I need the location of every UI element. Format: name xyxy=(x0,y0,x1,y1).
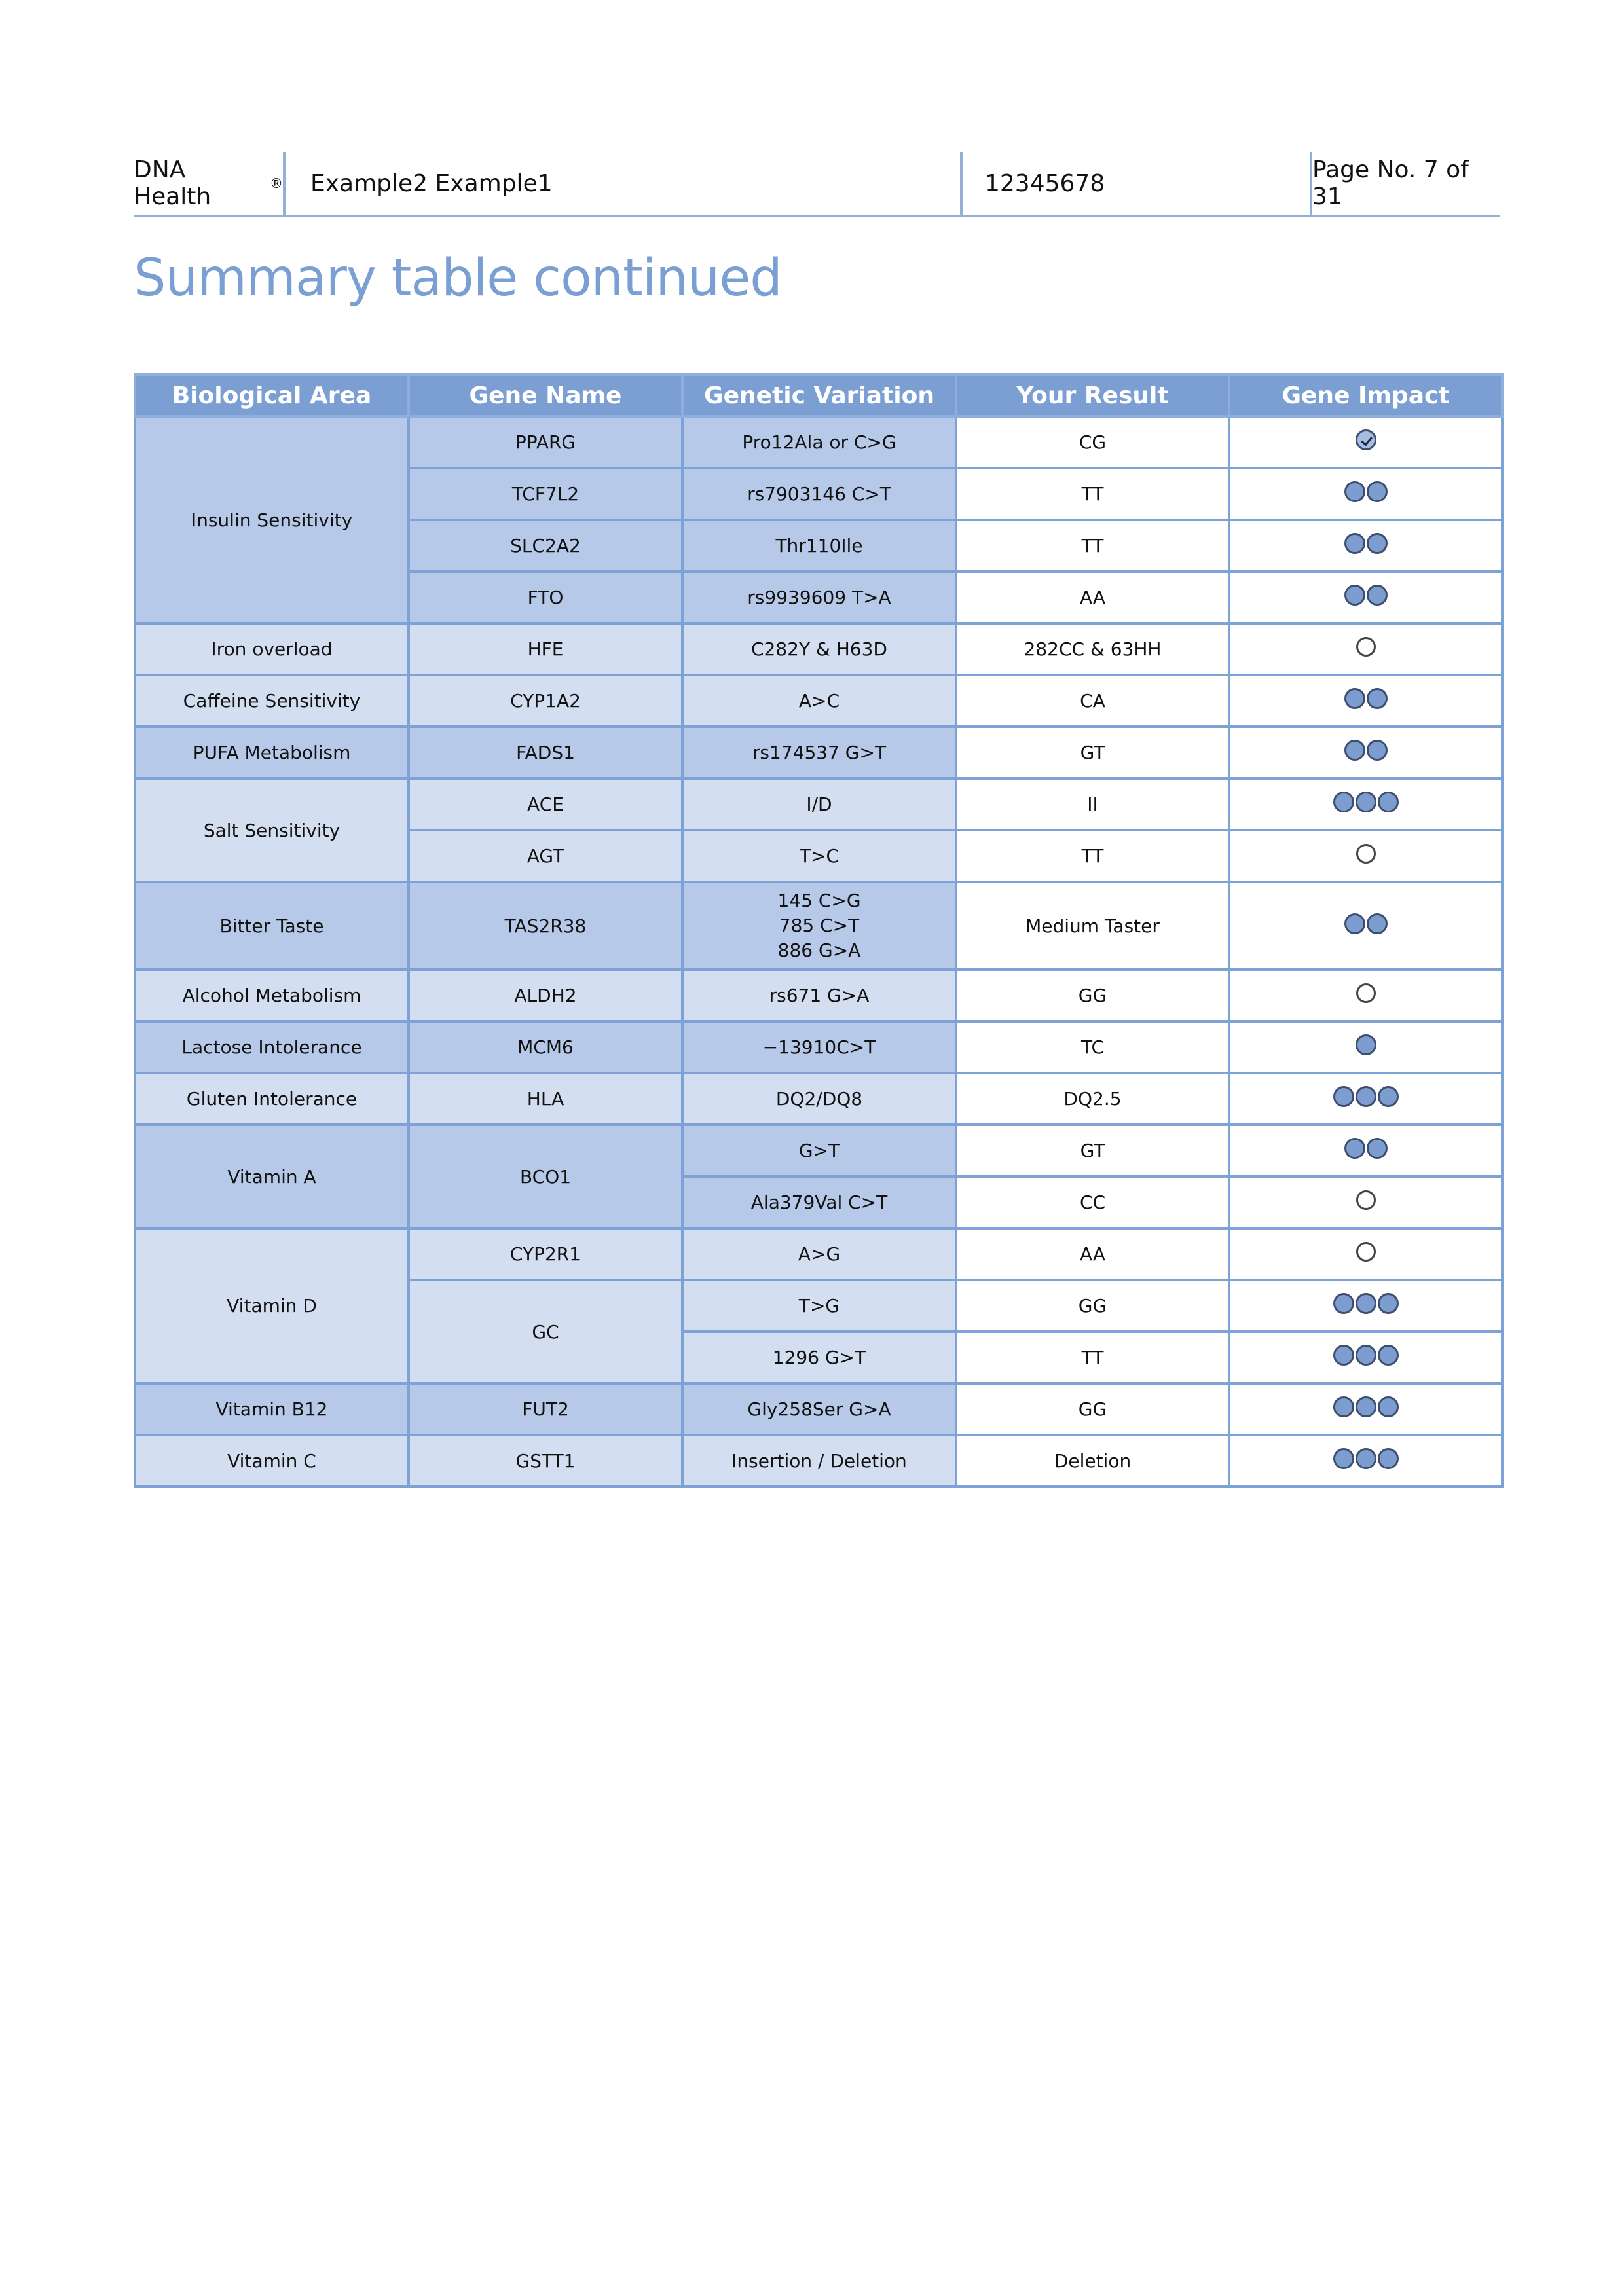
gene-impact-indicator xyxy=(1344,913,1388,934)
variation-line: 785 C>T xyxy=(779,915,860,936)
area-cell: Bitter Taste xyxy=(135,882,409,970)
gene-cell: BCO1 xyxy=(409,1125,682,1228)
gene-cell: SLC2A2 xyxy=(409,520,682,572)
impact-cell xyxy=(1229,970,1502,1021)
filled-circle-icon xyxy=(1356,1448,1376,1469)
gene-impact-indicator xyxy=(1344,688,1388,709)
impact-cell xyxy=(1229,1021,1502,1073)
gene-impact-indicator xyxy=(1356,637,1376,657)
filled-circle-icon xyxy=(1344,688,1365,709)
filled-circle-icon xyxy=(1344,585,1365,606)
variation-cell: A>C xyxy=(682,675,956,727)
gene-cell: ALDH2 xyxy=(409,970,682,1021)
table-row xyxy=(135,675,1502,727)
result-cell: AA xyxy=(956,1228,1229,1280)
result-cell: GG xyxy=(956,970,1229,1021)
area-cell: Caffeine Sensitivity xyxy=(135,675,409,727)
variation-cell: rs9939609 T>A xyxy=(682,572,956,623)
gene-cell: TCF7L2 xyxy=(409,468,682,520)
filled-circle-icon xyxy=(1356,1086,1376,1107)
variation-cell: T>G xyxy=(682,1280,956,1332)
filled-circle-icon xyxy=(1344,481,1365,502)
empty-circle-icon xyxy=(1356,1190,1376,1210)
filled-circle-icon xyxy=(1344,913,1365,934)
filled-circle-icon xyxy=(1367,1138,1388,1159)
gene-impact-indicator xyxy=(1356,844,1376,864)
variation-cell: Gly258Ser G>A xyxy=(682,1383,956,1435)
impact-cell xyxy=(1229,623,1502,675)
patient-code: 12345678 xyxy=(960,152,1310,215)
check-circle-icon xyxy=(1356,429,1376,450)
impact-cell xyxy=(1229,1280,1502,1332)
filled-circle-icon xyxy=(1344,740,1365,761)
table-row xyxy=(135,1073,1502,1125)
gene-impact-indicator xyxy=(1344,585,1388,606)
summary-table xyxy=(134,373,1504,1488)
variation-line: 145 C>G xyxy=(777,890,861,911)
result-cell: Medium Taster xyxy=(956,882,1229,970)
filled-circle-icon xyxy=(1378,1396,1399,1417)
filled-circle-icon xyxy=(1367,533,1388,554)
result-cell: 282CC & 63HH xyxy=(956,623,1229,675)
gene-impact-indicator xyxy=(1344,533,1388,554)
variation-cell: C282Y & H63D xyxy=(682,623,956,675)
filled-circle-icon xyxy=(1378,792,1399,812)
table-row xyxy=(135,882,1502,970)
table-row xyxy=(135,1228,1502,1280)
impact-cell xyxy=(1229,1435,1502,1487)
gene-impact-indicator xyxy=(1333,792,1399,812)
filled-circle-icon xyxy=(1378,1448,1399,1469)
gene-cell: FADS1 xyxy=(409,727,682,778)
table-row xyxy=(135,623,1502,675)
impact-cell xyxy=(1229,727,1502,778)
variation-cell: −13910C>T xyxy=(682,1021,956,1073)
result-cell: II xyxy=(956,778,1229,830)
gene-cell: HFE xyxy=(409,623,682,675)
brand-cell xyxy=(134,152,283,215)
gene-impact-indicator xyxy=(1356,983,1376,1003)
variation-cell: A>G xyxy=(682,1228,956,1280)
result-cell: CA xyxy=(956,675,1229,727)
impact-cell xyxy=(1229,778,1502,830)
table-row xyxy=(135,1383,1502,1435)
gene-cell: GSTT1 xyxy=(409,1435,682,1487)
page-header xyxy=(134,152,1500,217)
filled-circle-icon xyxy=(1378,1345,1399,1366)
impact-cell xyxy=(1229,1228,1502,1280)
page-number: Page No. 7 of 31 xyxy=(1310,152,1500,215)
gene-impact-indicator xyxy=(1333,1345,1399,1366)
area-cell: Lactose Intolerance xyxy=(135,1021,409,1073)
result-cell: GT xyxy=(956,1125,1229,1176)
result-cell: GG xyxy=(956,1280,1229,1332)
filled-circle-icon xyxy=(1356,792,1376,812)
area-cell: Vitamin D xyxy=(135,1228,409,1383)
empty-circle-icon xyxy=(1356,844,1376,864)
gene-impact-indicator xyxy=(1344,481,1388,502)
variation-cell: Insertion / Deletion xyxy=(682,1435,956,1487)
table-header-row xyxy=(135,374,1502,416)
area-cell: Insulin Sensitivity xyxy=(135,416,409,623)
column-header: Biological Area xyxy=(135,374,409,416)
result-cell: CC xyxy=(956,1176,1229,1228)
filled-circle-icon xyxy=(1344,533,1365,554)
variation-cell: I/D xyxy=(682,778,956,830)
impact-cell xyxy=(1229,830,1502,882)
filled-circle-icon xyxy=(1333,1396,1354,1417)
result-cell: GG xyxy=(956,1383,1229,1435)
gene-impact-indicator xyxy=(1333,1086,1399,1107)
area-cell: Salt Sensitivity xyxy=(135,778,409,882)
area-cell: PUFA Metabolism xyxy=(135,727,409,778)
variation-cell: rs671 G>A xyxy=(682,970,956,1021)
gene-impact-indicator xyxy=(1356,1034,1376,1055)
gene-cell: GC xyxy=(409,1280,682,1383)
impact-cell xyxy=(1229,1125,1502,1176)
filled-circle-icon xyxy=(1367,585,1388,606)
gene-cell: FTO xyxy=(409,572,682,623)
brand-name: DNA Health xyxy=(134,156,212,210)
gene-impact-indicator xyxy=(1333,1448,1399,1469)
gene-cell: ACE xyxy=(409,778,682,830)
table-row xyxy=(135,727,1502,778)
gene-impact-indicator xyxy=(1333,1396,1399,1417)
gene-impact-indicator xyxy=(1356,1190,1376,1210)
table-row xyxy=(135,1435,1502,1487)
column-header: Gene Name xyxy=(409,374,682,416)
impact-cell xyxy=(1229,882,1502,970)
impact-cell xyxy=(1229,520,1502,572)
filled-circle-icon xyxy=(1333,1345,1354,1366)
empty-circle-icon xyxy=(1356,983,1376,1003)
gene-cell: PPARG xyxy=(409,416,682,468)
filled-circle-icon xyxy=(1344,1138,1365,1159)
table-row xyxy=(135,1021,1502,1073)
variation-cell: Ala379Val C>T xyxy=(682,1176,956,1228)
impact-cell xyxy=(1229,675,1502,727)
gene-cell: CYP1A2 xyxy=(409,675,682,727)
gene-cell: TAS2R38 xyxy=(409,882,682,970)
gene-impact-indicator xyxy=(1356,1242,1376,1262)
filled-circle-icon xyxy=(1356,1293,1376,1314)
empty-circle-icon xyxy=(1356,1242,1376,1262)
registered-mark: ® xyxy=(270,175,283,191)
gene-cell: MCM6 xyxy=(409,1021,682,1073)
area-cell: Iron overload xyxy=(135,623,409,675)
result-cell: AA xyxy=(956,572,1229,623)
result-cell: DQ2.5 xyxy=(956,1073,1229,1125)
area-cell: Gluten Intolerance xyxy=(135,1073,409,1125)
impact-cell xyxy=(1229,416,1502,468)
impact-cell xyxy=(1229,1383,1502,1435)
gene-impact-indicator xyxy=(1344,1138,1388,1159)
table-row xyxy=(135,416,1502,468)
column-header: Your Result xyxy=(956,374,1229,416)
gene-cell: CYP2R1 xyxy=(409,1228,682,1280)
impact-cell xyxy=(1229,1332,1502,1383)
gene-impact-indicator xyxy=(1333,1293,1399,1314)
filled-circle-icon xyxy=(1367,740,1388,761)
result-cell: CG xyxy=(956,416,1229,468)
column-header: Gene Impact xyxy=(1229,374,1502,416)
area-cell: Vitamin C xyxy=(135,1435,409,1487)
page-title: Summary table continued xyxy=(134,249,782,308)
result-cell: TC xyxy=(956,1021,1229,1073)
filled-circle-icon xyxy=(1333,1293,1354,1314)
filled-circle-icon xyxy=(1333,792,1354,812)
gene-impact-indicator xyxy=(1356,429,1376,450)
variation-cell: DQ2/DQ8 xyxy=(682,1073,956,1125)
impact-cell xyxy=(1229,1073,1502,1125)
filled-circle-icon xyxy=(1356,1034,1376,1055)
result-cell: GT xyxy=(956,727,1229,778)
result-cell: TT xyxy=(956,1332,1229,1383)
variation-cell xyxy=(682,882,956,970)
variation-cell: rs174537 G>T xyxy=(682,727,956,778)
result-cell: TT xyxy=(956,468,1229,520)
gene-cell: AGT xyxy=(409,830,682,882)
table-row xyxy=(135,1125,1502,1176)
impact-cell xyxy=(1229,1176,1502,1228)
variation-line: 886 G>A xyxy=(777,939,861,961)
gene-cell: HLA xyxy=(409,1073,682,1125)
gene-impact-indicator xyxy=(1344,740,1388,761)
variation-cell: rs7903146 C>T xyxy=(682,468,956,520)
result-cell: TT xyxy=(956,520,1229,572)
filled-circle-icon xyxy=(1356,1345,1376,1366)
variation-cell: 1296 G>T xyxy=(682,1332,956,1383)
area-cell: Vitamin B12 xyxy=(135,1383,409,1435)
filled-circle-icon xyxy=(1333,1086,1354,1107)
filled-circle-icon xyxy=(1367,688,1388,709)
table-row xyxy=(135,970,1502,1021)
impact-cell xyxy=(1229,572,1502,623)
variation-cell: Thr110Ile xyxy=(682,520,956,572)
result-cell: Deletion xyxy=(956,1435,1229,1487)
filled-circle-icon xyxy=(1367,481,1388,502)
area-cell: Alcohol Metabolism xyxy=(135,970,409,1021)
filled-circle-icon xyxy=(1367,913,1388,934)
column-header: Genetic Variation xyxy=(682,374,956,416)
variation-cell: G>T xyxy=(682,1125,956,1176)
area-cell: Vitamin A xyxy=(135,1125,409,1228)
filled-circle-icon xyxy=(1378,1293,1399,1314)
table-row xyxy=(135,778,1502,830)
variation-cell: Pro12Ala or C>G xyxy=(682,416,956,468)
filled-circle-icon xyxy=(1356,1396,1376,1417)
filled-circle-icon xyxy=(1333,1448,1354,1469)
gene-cell: FUT2 xyxy=(409,1383,682,1435)
variation-cell: T>C xyxy=(682,830,956,882)
patient-name: Example2 Example1 xyxy=(283,152,960,215)
impact-cell xyxy=(1229,468,1502,520)
empty-circle-icon xyxy=(1356,637,1376,657)
result-cell: TT xyxy=(956,830,1229,882)
filled-circle-icon xyxy=(1378,1086,1399,1107)
